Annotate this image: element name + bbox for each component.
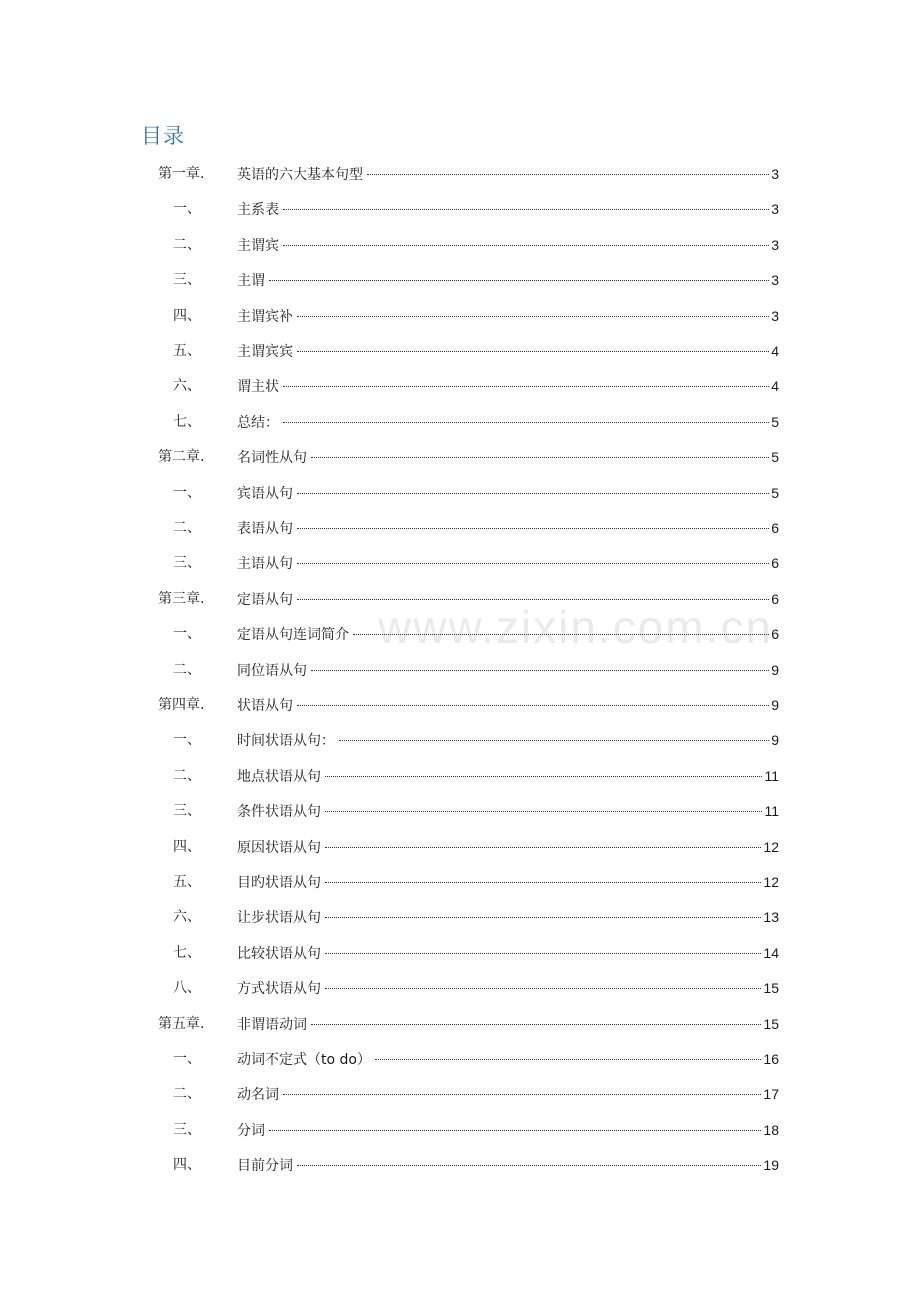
toc-entry-line bbox=[237, 305, 779, 328]
toc-entry-line bbox=[237, 623, 779, 646]
toc-entry-number: 四、 bbox=[173, 1157, 201, 1173]
toc-page-number: 19 bbox=[763, 1157, 779, 1173]
toc-page-number: 3 bbox=[771, 201, 779, 217]
toc-dot-leader bbox=[325, 988, 761, 989]
toc-entry-text: 非谓语动词 bbox=[237, 1017, 307, 1033]
toc-entry-line bbox=[237, 659, 779, 682]
toc-page-number: 14 bbox=[763, 945, 779, 961]
toc-dot-leader bbox=[367, 174, 769, 175]
toc-entry-line bbox=[237, 729, 779, 752]
toc-entry-text: 地点状语从句 bbox=[237, 769, 321, 785]
toc-entry-line bbox=[237, 163, 779, 186]
toc-page-number: 9 bbox=[771, 732, 779, 748]
toc-entry-line bbox=[237, 588, 779, 611]
toc-dot-leader bbox=[283, 245, 769, 246]
toc-page-number: 5 bbox=[771, 485, 779, 501]
toc-section-entry[interactable] bbox=[0, 906, 920, 928]
toc-entry-line bbox=[237, 482, 779, 505]
toc-dot-leader bbox=[269, 280, 769, 281]
toc-page-number: 4 bbox=[771, 343, 779, 359]
toc-entry-text: 分词 bbox=[237, 1123, 265, 1139]
toc-entry-text: 谓主状 bbox=[237, 379, 279, 395]
toc-section-entry[interactable] bbox=[0, 234, 920, 256]
toc-dot-leader bbox=[283, 422, 769, 423]
toc-page-number: 17 bbox=[763, 1086, 779, 1102]
toc-entry-number: 七、 bbox=[173, 945, 201, 961]
toc-entry-number: 七、 bbox=[173, 414, 201, 430]
toc-entry-text: 主系表 bbox=[237, 202, 279, 218]
toc-entry-line bbox=[237, 446, 779, 469]
toc-dot-leader bbox=[325, 882, 761, 883]
toc-entry-number: 八、 bbox=[173, 980, 201, 996]
toc-page-number: 12 bbox=[763, 839, 779, 855]
toc-section-entry[interactable] bbox=[0, 1119, 920, 1141]
toc-entry-text: 方式状语从句 bbox=[237, 981, 321, 997]
toc-entry-text: 主谓宾补 bbox=[237, 309, 293, 325]
toc-entry-number: 三、 bbox=[173, 1122, 201, 1138]
toc-dot-leader bbox=[325, 953, 761, 954]
toc-entry-line bbox=[237, 269, 779, 292]
toc-dot-leader bbox=[283, 386, 769, 387]
watermark: www.zixin.com.cn bbox=[378, 601, 773, 653]
toc-dot-leader bbox=[297, 528, 769, 529]
toc-entry-number: 一、 bbox=[173, 201, 201, 217]
toc-entry-line bbox=[237, 800, 779, 823]
toc-entry-line bbox=[237, 1119, 779, 1142]
toc-entry-number: 三、 bbox=[173, 803, 201, 819]
toc-entry-line bbox=[237, 765, 779, 788]
toc-entry-text: 定语从句 bbox=[237, 592, 293, 608]
toc-chapter-entry[interactable] bbox=[0, 588, 920, 610]
toc-entry-line bbox=[237, 871, 779, 894]
toc-dot-leader bbox=[325, 776, 762, 777]
toc-entry-text: 条件状语从句 bbox=[237, 804, 321, 820]
toc-entry-number: 二、 bbox=[173, 520, 201, 536]
toc-entry-line bbox=[237, 375, 779, 398]
toc-dot-leader bbox=[297, 563, 769, 564]
toc-entry-number: 第一章. bbox=[158, 166, 205, 182]
toc-page-number: 4 bbox=[771, 378, 779, 394]
toc-entry-line bbox=[237, 977, 779, 1000]
toc-entry-number: 五、 bbox=[173, 343, 201, 359]
toc-entry-line bbox=[237, 411, 779, 434]
toc-page-number: 3 bbox=[771, 166, 779, 182]
toc-page-number: 6 bbox=[771, 555, 779, 571]
toc-chapter-entry[interactable] bbox=[0, 163, 920, 185]
toc-entry-number: 二、 bbox=[173, 768, 201, 784]
toc-entry-line bbox=[237, 694, 779, 717]
toc-entry-line bbox=[237, 1154, 779, 1177]
toc-dot-leader bbox=[375, 1059, 761, 1060]
toc-entry-text: 原因状语从句 bbox=[237, 840, 321, 856]
toc-entry-text: 主谓宾 bbox=[237, 238, 279, 254]
toc-entry-number: 四、 bbox=[173, 308, 201, 324]
toc-page-number: 11 bbox=[764, 768, 779, 784]
toc-entry-text: 目旳状语从句 bbox=[237, 875, 321, 891]
toc-entry-number: 第三章. bbox=[158, 591, 205, 607]
toc-section-entry[interactable] bbox=[0, 1048, 920, 1070]
toc-entry-line bbox=[237, 1048, 779, 1071]
toc-page-number: 5 bbox=[771, 449, 779, 465]
toc-entry-text: 总结： bbox=[237, 415, 279, 431]
toc-section-entry[interactable] bbox=[0, 836, 920, 858]
toc-entry-line bbox=[237, 340, 779, 363]
toc-entry-line bbox=[237, 1083, 779, 1106]
toc-entry-line bbox=[237, 234, 779, 257]
toc-page-number: 15 bbox=[763, 1016, 779, 1032]
toc-section-entry[interactable] bbox=[0, 340, 920, 362]
toc-section-entry[interactable] bbox=[0, 659, 920, 681]
toc-section-entry[interactable] bbox=[0, 623, 920, 645]
toc-section-entry[interactable] bbox=[0, 517, 920, 539]
toc-page-number: 13 bbox=[763, 909, 779, 925]
toc-chapter-entry[interactable] bbox=[0, 694, 920, 716]
toc-entry-number: 六、 bbox=[173, 378, 201, 394]
toc-dot-leader bbox=[297, 599, 769, 600]
toc-entry-text: 让步状语从句 bbox=[237, 910, 321, 926]
toc-entry-line bbox=[237, 906, 779, 929]
toc-entry-text: 目前分词 bbox=[237, 1158, 293, 1174]
toc-page-number: 9 bbox=[771, 697, 779, 713]
toc-page-number: 5 bbox=[771, 414, 779, 430]
toc-entry-line bbox=[237, 1013, 779, 1036]
toc-page-number: 6 bbox=[771, 520, 779, 536]
toc-section-entry[interactable] bbox=[0, 871, 920, 893]
toc-entry-line bbox=[237, 836, 779, 859]
toc-page-number: 3 bbox=[771, 272, 779, 288]
toc-dot-leader bbox=[325, 811, 762, 812]
toc-page-number: 3 bbox=[771, 237, 779, 253]
toc-entry-text: 英语的六大基本句型 bbox=[237, 167, 363, 183]
toc-entry-number: 第四章. bbox=[158, 697, 205, 713]
toc-page-number: 6 bbox=[771, 626, 779, 642]
toc-entry-number: 一、 bbox=[173, 1051, 201, 1067]
toc-entry-text: 名词性从句 bbox=[237, 450, 307, 466]
toc-entry-text: 主谓 bbox=[237, 273, 265, 289]
toc-entry-text: 定语从句连词简介 bbox=[237, 627, 349, 643]
toc-section-entry[interactable] bbox=[0, 765, 920, 787]
toc-dot-leader bbox=[297, 493, 769, 494]
toc-page-number: 16 bbox=[763, 1051, 779, 1067]
toc-section-entry[interactable] bbox=[0, 482, 920, 504]
toc-entry-line bbox=[237, 517, 779, 540]
toc-section-entry[interactable] bbox=[0, 375, 920, 397]
toc-entry-text: 宾语从句 bbox=[237, 486, 293, 502]
toc-page-number: 3 bbox=[771, 308, 779, 324]
toc-dot-leader bbox=[353, 634, 769, 635]
toc-entry-text: 主语从句 bbox=[237, 556, 293, 572]
toc-entry-number: 三、 bbox=[173, 272, 201, 288]
toc-entry-number: 第五章. bbox=[158, 1016, 205, 1032]
toc-section-entry[interactable] bbox=[0, 269, 920, 291]
toc-page-number: 15 bbox=[763, 980, 779, 996]
toc-dot-leader bbox=[325, 847, 761, 848]
toc-entry-number: 四、 bbox=[173, 839, 201, 855]
toc-section-entry[interactable] bbox=[0, 411, 920, 433]
toc-entry-text: 主谓宾宾 bbox=[237, 344, 293, 360]
toc-dot-leader bbox=[269, 1130, 761, 1131]
toc-entry-number: 一、 bbox=[173, 485, 201, 501]
toc-dot-leader bbox=[311, 457, 769, 458]
toc-page-number: 9 bbox=[771, 662, 779, 678]
toc-entry-text: 动名词 bbox=[237, 1087, 279, 1103]
toc-entry-text: 表语从句 bbox=[237, 521, 293, 537]
toc-section-entry[interactable] bbox=[0, 729, 920, 751]
toc-entry-text: 比较状语从句 bbox=[237, 946, 321, 962]
toc-entry-number: 二、 bbox=[173, 662, 201, 678]
toc-dot-leader bbox=[297, 705, 769, 706]
toc-dot-leader bbox=[339, 740, 769, 741]
toc-dot-leader bbox=[325, 917, 761, 918]
toc-page-number: 11 bbox=[764, 803, 779, 819]
toc-dot-leader bbox=[283, 209, 769, 210]
toc-section-entry[interactable] bbox=[0, 977, 920, 999]
toc-chapter-entry[interactable] bbox=[0, 446, 920, 468]
toc-page-number: 18 bbox=[763, 1122, 779, 1138]
toc-section-entry[interactable] bbox=[0, 942, 920, 964]
toc-dot-leader bbox=[297, 351, 769, 352]
toc-entry-number: 一、 bbox=[173, 626, 201, 642]
toc-entry-line bbox=[237, 942, 779, 965]
toc-entry-number: 三、 bbox=[173, 555, 201, 571]
toc-entry-text: 同位语从句 bbox=[237, 663, 307, 679]
toc-section-entry[interactable] bbox=[0, 1154, 920, 1176]
toc-section-entry[interactable] bbox=[0, 552, 920, 574]
toc-entry-number: 一、 bbox=[173, 732, 201, 748]
toc-entry-number: 二、 bbox=[173, 237, 201, 253]
toc-dot-leader bbox=[297, 316, 769, 317]
toc-chapter-entry[interactable] bbox=[0, 1013, 920, 1035]
toc-entry-number: 六、 bbox=[173, 909, 201, 925]
toc-dot-leader bbox=[311, 1024, 761, 1025]
toc-dot-leader bbox=[283, 1094, 761, 1095]
toc-entry-line bbox=[237, 552, 779, 575]
toc-entry-number: 第二章. bbox=[158, 449, 205, 465]
toc-page-number: 6 bbox=[771, 591, 779, 607]
toc-section-entry[interactable] bbox=[0, 800, 920, 822]
toc-entry-text: 时间状语从句： bbox=[237, 733, 335, 749]
toc-section-entry[interactable] bbox=[0, 198, 920, 220]
toc-section-entry[interactable] bbox=[0, 1083, 920, 1105]
toc-dot-leader bbox=[297, 1165, 761, 1166]
toc-entry-text: 动词不定式（to do） bbox=[237, 1052, 371, 1068]
toc-section-entry[interactable] bbox=[0, 305, 920, 327]
toc-page-number: 12 bbox=[763, 874, 779, 890]
toc-entry-number: 五、 bbox=[173, 874, 201, 890]
toc-title: 目录 bbox=[141, 124, 185, 148]
toc-dot-leader bbox=[311, 670, 769, 671]
toc-entry-line bbox=[237, 198, 779, 221]
toc-entry-number: 二、 bbox=[173, 1086, 201, 1102]
toc-entry-text: 状语从句 bbox=[237, 698, 293, 714]
